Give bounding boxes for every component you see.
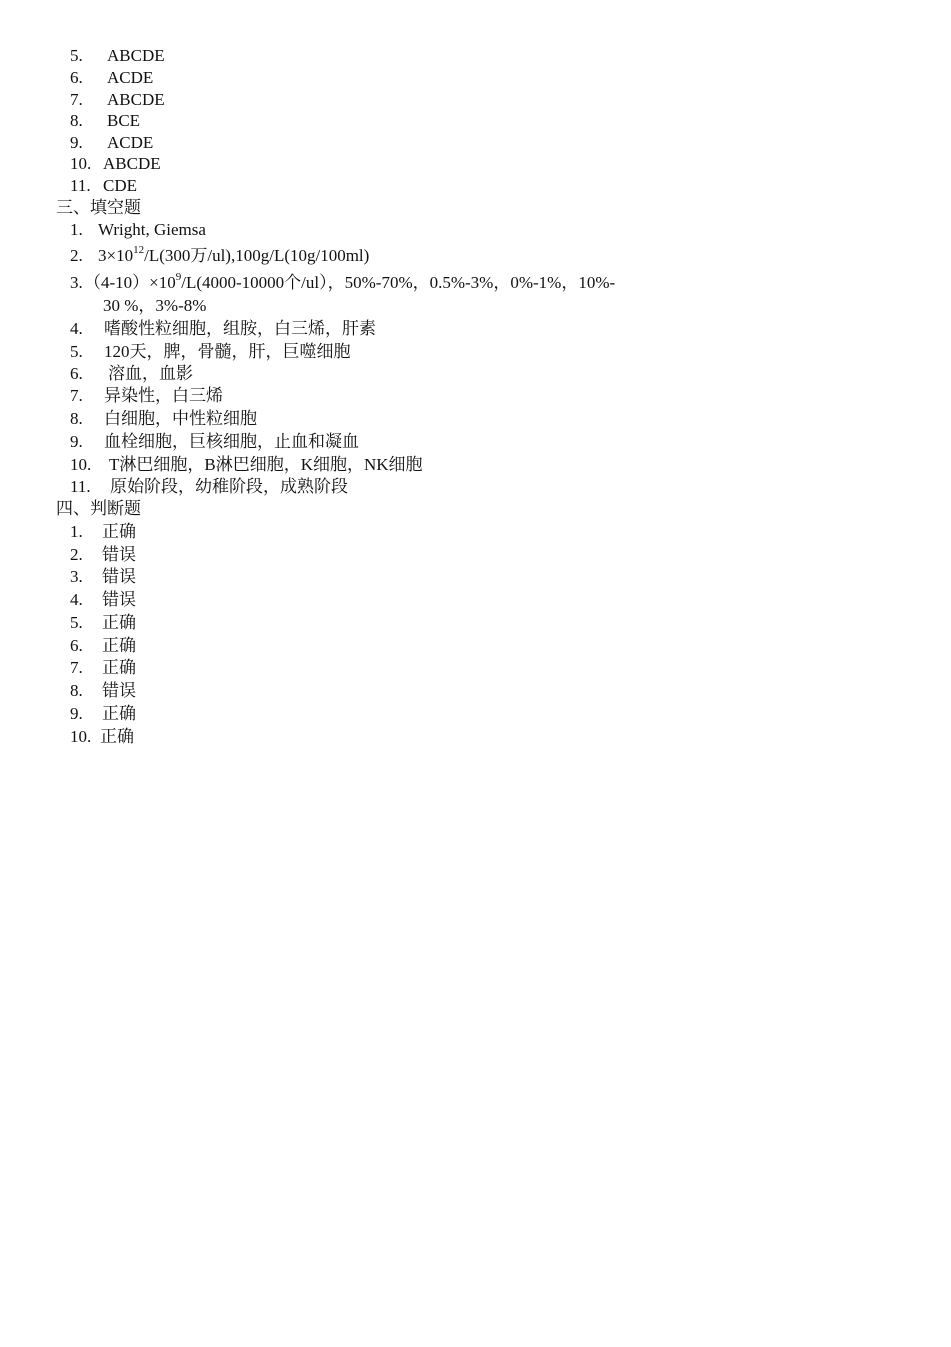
item-answer-part: /L(300万/ul),100g/L(10g/100ml) bbox=[144, 246, 370, 265]
item-number: 6. bbox=[70, 364, 83, 383]
judge-item bbox=[70, 681, 136, 701]
fill-item bbox=[70, 364, 193, 384]
item-number: 11. bbox=[70, 477, 91, 496]
item-answer-part: （4-10）×10 bbox=[84, 273, 176, 292]
item-answer: 错误 bbox=[102, 590, 136, 609]
fill-item bbox=[70, 409, 257, 429]
item-number: 8. bbox=[70, 111, 83, 130]
item-answer: 嗜酸性粒细胞，组胺，白三烯，肝素 bbox=[104, 319, 376, 338]
fill-item bbox=[70, 477, 348, 497]
judge-item bbox=[70, 727, 134, 747]
item-number: 7. bbox=[70, 658, 83, 677]
item-number: 6. bbox=[70, 636, 83, 655]
mc-item bbox=[70, 46, 165, 66]
item-answer: ABCDE bbox=[107, 90, 165, 109]
item-answer: 溶血，血影 bbox=[108, 364, 193, 383]
item-answer: 正确 bbox=[102, 522, 136, 541]
item-answer: 正确 bbox=[102, 704, 136, 723]
item-number: 10. bbox=[70, 727, 92, 746]
item-number: 3. bbox=[70, 273, 83, 292]
item-number: 10. bbox=[70, 154, 92, 173]
item-number: 5. bbox=[70, 46, 83, 65]
section-heading-true-false: 四、判断题 bbox=[56, 499, 141, 518]
item-number: 11. bbox=[70, 176, 91, 195]
item-answer: 白细胞，中性粒细胞 bbox=[104, 409, 257, 428]
item-answer: 错误 bbox=[102, 567, 136, 586]
mc-item bbox=[70, 154, 161, 174]
judge-item bbox=[70, 522, 136, 542]
item-answer: 120天，脾，骨髓，肝，巨噬细胞 bbox=[104, 342, 351, 361]
exponent: 9 bbox=[175, 271, 182, 284]
item-answer: 错误 bbox=[102, 545, 136, 564]
judge-item bbox=[70, 704, 136, 724]
item-number: 9. bbox=[70, 704, 83, 723]
judge-item bbox=[70, 613, 136, 633]
judge-item bbox=[70, 636, 136, 656]
item-answer: ACDE bbox=[107, 68, 154, 87]
item-number: 3. bbox=[70, 567, 83, 586]
item-answer: T淋巴细胞，B淋巴细胞，K细胞，NK细胞 bbox=[109, 455, 423, 474]
item-answer: CDE bbox=[103, 176, 137, 195]
item-number: 4. bbox=[70, 590, 83, 609]
item-answer: 异染性，白三烯 bbox=[104, 386, 223, 405]
item-answer: Wright, Giemsa bbox=[98, 220, 206, 239]
fill-item bbox=[70, 246, 369, 266]
fill-item bbox=[70, 386, 223, 406]
item-number: 1. bbox=[70, 522, 83, 541]
mc-item bbox=[70, 176, 137, 196]
item-answer: 血栓细胞，巨核细胞，止血和凝血 bbox=[104, 432, 359, 451]
mc-item bbox=[70, 68, 153, 88]
item-answer-part: /L(4000-10000个/ul），50%-70%，0.5%-3%，0%-1%，10%- bbox=[181, 273, 616, 292]
item-number: 7. bbox=[70, 386, 83, 405]
mc-item bbox=[70, 111, 140, 131]
item-answer: 正确 bbox=[102, 636, 136, 655]
item-number: 4. bbox=[70, 319, 83, 338]
judge-item bbox=[70, 545, 136, 565]
judge-item bbox=[70, 590, 136, 610]
fill-item bbox=[70, 342, 351, 362]
item-number: 10. bbox=[70, 455, 92, 474]
fill-item bbox=[70, 273, 615, 293]
item-number: 8. bbox=[70, 409, 83, 428]
item-number: 9. bbox=[70, 133, 83, 152]
item-number: 6. bbox=[70, 68, 83, 87]
item-answer: 正确 bbox=[102, 613, 136, 632]
item-number: 5. bbox=[70, 613, 83, 632]
item-answer: ABCDE bbox=[103, 154, 161, 173]
section-heading-fill-blank: 三、填空题 bbox=[56, 198, 141, 217]
item-number: 7. bbox=[70, 90, 83, 109]
item-answer: 正确 bbox=[100, 727, 134, 746]
fill-item bbox=[70, 432, 359, 452]
item-answer: 原始阶段，幼稚阶段，成熟阶段 bbox=[110, 477, 348, 496]
item-number: 1. bbox=[70, 220, 83, 239]
item-number: 2. bbox=[70, 246, 83, 265]
fill-item bbox=[70, 319, 376, 339]
item-answer: ABCDE bbox=[107, 46, 165, 65]
item-answer-part: 3×10 bbox=[98, 246, 134, 265]
fill-item bbox=[70, 220, 206, 240]
item-answer: 正确 bbox=[102, 658, 136, 677]
item-answer: BCE bbox=[107, 111, 141, 130]
item-answer: 错误 bbox=[102, 681, 136, 700]
fill-item-continuation: 30 %，3%-8% bbox=[103, 296, 207, 315]
mc-item bbox=[70, 133, 153, 153]
item-answer: ACDE bbox=[107, 133, 154, 152]
judge-item bbox=[70, 658, 136, 678]
mc-item bbox=[70, 90, 165, 110]
item-number: 9. bbox=[70, 432, 83, 451]
item-number: 2. bbox=[70, 545, 83, 564]
judge-item bbox=[70, 567, 136, 587]
exponent: 12 bbox=[133, 244, 145, 257]
fill-item bbox=[70, 455, 423, 475]
item-number: 8. bbox=[70, 681, 83, 700]
item-number: 5. bbox=[70, 342, 83, 361]
